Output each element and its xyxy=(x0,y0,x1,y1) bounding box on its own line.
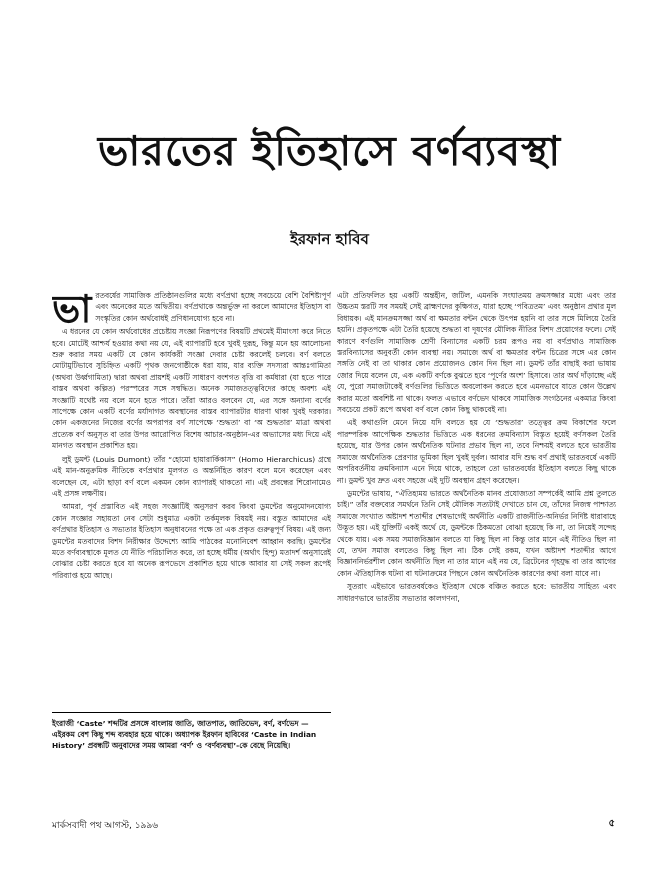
paragraph-1 xyxy=(52,290,331,331)
page-number: ৫ xyxy=(608,818,615,829)
paragraph-7: ডুমন্টের ভাষায়, “ঐতিহ্যময় ভারতে অর্থনৈতিক মানব প্রযোজ্যতা সম্পর্কেই আমি প্রশ্ন তুলতে চাই।” তাঁর বক্তব্যের সমর্থনে তিনি সেই মৌলিক সত্যটাই দেখাতে চান যে, তাঁদের নিজস্ব পাশ্চাত্য সমাজে সংখ্যাত অষ্টাদশ শতাব্দীর শেষভাগেই অর্থনীতি একটি রাজনীতি-অনির্ভর নির্দিষ্ট ধারাবাহে উদ্ভূত হয়। এই যুক্তিটি একই অর্থে যে, ডুমন্টকে ঠিকমতো বোঝা হয়েছে কি না, তা নিয়েই সন্দেহ থেকে যায়। এক সময় সমাজবিজ্ঞান বলতে যা কিছু ছিল না কিন্তু তার মানে এই নীতিও ছিল না যে, তখন সমাজ বলতেও কিছু ছিল না। ঠিক সেই রকম, যখন অষ্টাদশ শতাব্দীর আগে বিজ্ঞাননির্ভরশীল কোন অর্থনীতি ছিল না তার মানে এই নয় যে, ব্রিটেনের গৃহযুদ্ধ বা তার আগের কোন ঐতিহাসিক ঘটনা বা ঘটনাক্রমের পিছনে কোন অর্থনৈতিক কারণের কথা বলা যাবে না। xyxy=(337,488,616,578)
paragraph-2: এ ধরনের যে কোন অর্থবোধের প্রচেষ্টায় সংজ্ঞা নিরূপণের বিষয়টি প্রথমেই মীমাংসা করে নিতে হবে। মোটেই আশ্চর্য হওয়ার কথা নয় যে, এই ব্যাপারটি হবে খুবই দুরূহ, কিন্তু মনে হয় আলোচনা শুরু করার সময় একটি যে কোন কার্যকরী সংজ্ঞা দেবার চেষ্টা করলেই চলবে। বর্ণ বলতে মোটামুটিভাবে সুচিহ্নিত একটি পৃথক জনগোষ্ঠীকে ধরা যায়, যার ব্যক্তি সদস্যরা আন্তঃগামিতা (অথবা উর্ধ্বগামিতা) দ্বারা অথবা প্রায়শই একটি সাধারণ বংশগত বৃত্তি বা কর্মধারা (যা হতে পারে বাস্তব অথবা কল্পিত) পরস্পরের সঙ্গে সম্বদ্ধিত। অনেক সমাজতত্ত্ববিদের কাছে অবশ্য এই সংজ্ঞাটি যথেষ্ট নয় বলে মনে হতে পারে। তাঁরা আরও বলবেন যে, এর সঙ্গে অন্যান্য বর্ণের সাপেক্ষে কোন একটি বর্ণের মর্যাদাগত অবস্থানের বাস্তব ব্যাপারটার ধারণা থাকা খুবই দরকার। কোন একজনের নিজের বর্ণের অপরাপর বর্ণ সাপেক্ষে ‘শুদ্ধতা’ বা ‘অ শুদ্ধতার’ মাত্রা অথবা প্রত্যেক বর্ণ অনুসৃত বা তার উপর আরোপিত বিশেষ আচার-অনুষ্ঠান-এর অভ্যাসের মধ্য দিয়ে এই মানগত অবস্থান প্রকাশিত হয়। xyxy=(52,327,331,451)
paragraph-1-text: রতবর্ষের সামাজিক প্রতিষ্ঠানগুলির মধ্যে বর্ণপ্রথা হচ্ছে সবচেয়ে বেশি বৈশিষ্ট্যপূর্ণ এবং অনেকের মতে অদ্বিতীয়। বর্ণপ্রথাকে অন্তর্ভুক্ত না করলে আমাদের ইতিহাস বা সংস্কৃতির কোন অর্থবোধই প্রণিধানযোগ্য হবে না। xyxy=(95,291,331,323)
journal-footer: মার্কসবাদী পথ আগস্ট, ১৯৯৬ xyxy=(52,821,159,831)
paragraph-5: এটা প্রতিফলিত হয় একটি অন্তহীন, জটিল, এমনকি সংঘাতময় ক্রমসজ্জার মধ্যে এবং তার উচ্চতম স্তরটি সব সময়ই সেই ব্রাহ্মণদের কুক্ষিগত, যারা হচ্ছে ‘পবিত্রতম’ এবং অনুষ্ঠান প্রথার মূল বিধায়ক। এই মানক্রমসজ্জা অর্থ বা ক্ষমতার বন্টন থেকে উৎপন্ন হয়নি বা তার সঙ্গে মিলিয়ে তৈরি হয়নি। প্রকৃতপক্ষে এটা তৈরি হয়েছে শুদ্ধতা বা দূষণের মৌলিক নীতির বিশদ প্রয়োগের ফলে। সেই কারণে বর্ণগুলি সামাজিক শ্রেণী বিন্যাসের একটি চরম রূপও নয় বা বর্ণপ্রথাও সামাজিক স্তরবিন্যাসের অনুবর্তী কোন ব্যবস্থা নয়। সমাজে অর্থ বা ক্ষমতার বন্টন চিত্রের সঙ্গে এর কোন সঙ্গতি নেই বা তা থাকার কোন প্রয়োজনও কোন দিন ছিল না। ডুমন্ট তাঁর বাছাই করা ভাষায় জোর দিয়ে বলেন যে, এক একটি বর্ণকে বুঝতে হবে ‘পূর্ণের অংশ’ হিসাবে। তার অর্থ দাঁড়াচ্ছে এই যে, পুরো সমাজটাকেই বর্ণগুলির ভিত্তিতে অবলোকন করতে হবে এমনভাবে যাতে কোন উল্লেখ করার মতো অবশিষ্ট না থাকে। ফলত এভাবে বর্ণভেদ থাকবে সামাজিক সংগঠনের একমাত্র কিংবা সবচেয়ে প্রকট রূপে অথবা বর্ণ বলে কোন কিছু থাকবেই না। xyxy=(337,291,616,415)
paragraph-3: লুই ডুমন্ট (Louis Dumont) তাঁর “হোমো হায়ারার্কিকাস” (Homo Hierarchicus) গ্রন্থে এই মান-অনুক্রমিক নীতিকে বর্ণপ্রথার মূলগত ও অন্তর্নিহিত কারণ বলে মনে করেছেন এবং বলেছেন যে, এটা ছাড়া বর্ণ বলে একমন কোন ব্যাপারই থাকতো না। এই প্রবন্ধের শিরোনামেও এই প্রসঙ্গ লক্ষণীয়। xyxy=(52,454,331,498)
paragraph-4: আমরা, পূর্ব প্রস্তাবিত এই সহজ সংজ্ঞাটিই অনুসরণ করব কিংবা ডুমন্টের অনুমোদনযোগ্য কোন সংজ্ঞার সহায়তা নেব সেটা শুধুমাত্র একটা তর্কমূলক বিষয়ই নয়। বস্তুত আমাদের এই বর্ণপ্রথার ইতিহাস ও সভ্যতার ইতিহাস অনুধাবনের পক্ষে তা এক প্রকৃত গুরুত্বপূর্ণ বিষয়। এই জন্য ডুমন্টের মতবাদের বিশদ নিরীক্ষার উদ্দেশ্যে আমি পাঠকের মনোনিবেশ আহ্বান করছি। ডুমন্টের মতে বর্ণব্যবস্থাকে মূলত যে নীতি পরিচালিত করে, তা হচ্ছে ধর্মীয় (অর্থাৎ হিন্দু) মতাদর্শ অনুসারেই বোঝার চেষ্টা করতে হবে যা অনেক রূপভেদে প্রকাশিত হয়ে থাকে আবার যা সেই সকল রূপেই পরিব্যাপ্ত হয়ে আছে। xyxy=(52,502,331,580)
left-column xyxy=(52,290,331,705)
right-column xyxy=(337,290,616,790)
footnote-divider xyxy=(52,712,331,713)
paragraph-6: এই কথাগুলি মেনে নিয়ে যদি বলতে হয় যে ‘শুদ্ধতার’ তত্ত্বের ক্রম বিকাশের ফলে পারম্পরিক আপেক্ষিক শুদ্ধতার ভিত্তিতে এক ধরনের ক্রমবিন্যাস বিস্তৃত হয়েই বর্ণসকল তৈরি হয়েছে, যার উপর কোন অর্থনৈতিক ঘটনার প্রভাব ছিল না, তবে নিশ্চয়ই বলতে হবে ভারতীয় সমাজে অর্থনৈতিক প্রেরণার ভূমিকা ছিল খুবই দুর্বল। আবার যদি শুদ্ধ বর্ণ প্রথাই ভারতবর্ষে একটি অপরিবর্তনীয় ক্রমবিন্যাস এনে দিয়ে থাকে, তাহলে তো ভারতবর্ষের ইতিহাস বলতে কিছু থাকে না। ডুমন্ট খুব দ্রুত এবং সহজে এই দুটি অবস্থান গ্রহণ করেছেন। xyxy=(337,418,616,485)
paragraph-8: সুতরাং এইভাবে ভারতবর্ষকেও ইতিহাস থেকে বঞ্চিত করতে হবে: ভারতীয় সাহিত্য এবং সাধারণভাবে ভারতীয় সভ্যতার কালগণনা, xyxy=(337,582,616,603)
article-title: ভারতের ইতিহাসে বর্ণব্যবস্থা xyxy=(97,127,562,175)
drop-cap: ভা xyxy=(52,290,92,331)
article-author: ইরফান হাবিব xyxy=(290,230,369,248)
footnote: ইংরাজী ‘Caste’ শব্দটির প্রসঙ্গে বাংলায় জাতি, জাতপাত, জাতিভেদ, বর্ণ, বর্ণভেদ — এইরকম বেশ কিছু শব্দ ব্যবহার হয়ে থাকে। অধ্যাপক ইরফান হাবিবের ‘Caste in Indian History’ প্রবন্ধটি অনুবাদের সময় আমরা ‘বর্ণ’ ও ‘বর্ণব্যবস্থা’-কে বেছে নিয়েছি। xyxy=(52,719,317,750)
